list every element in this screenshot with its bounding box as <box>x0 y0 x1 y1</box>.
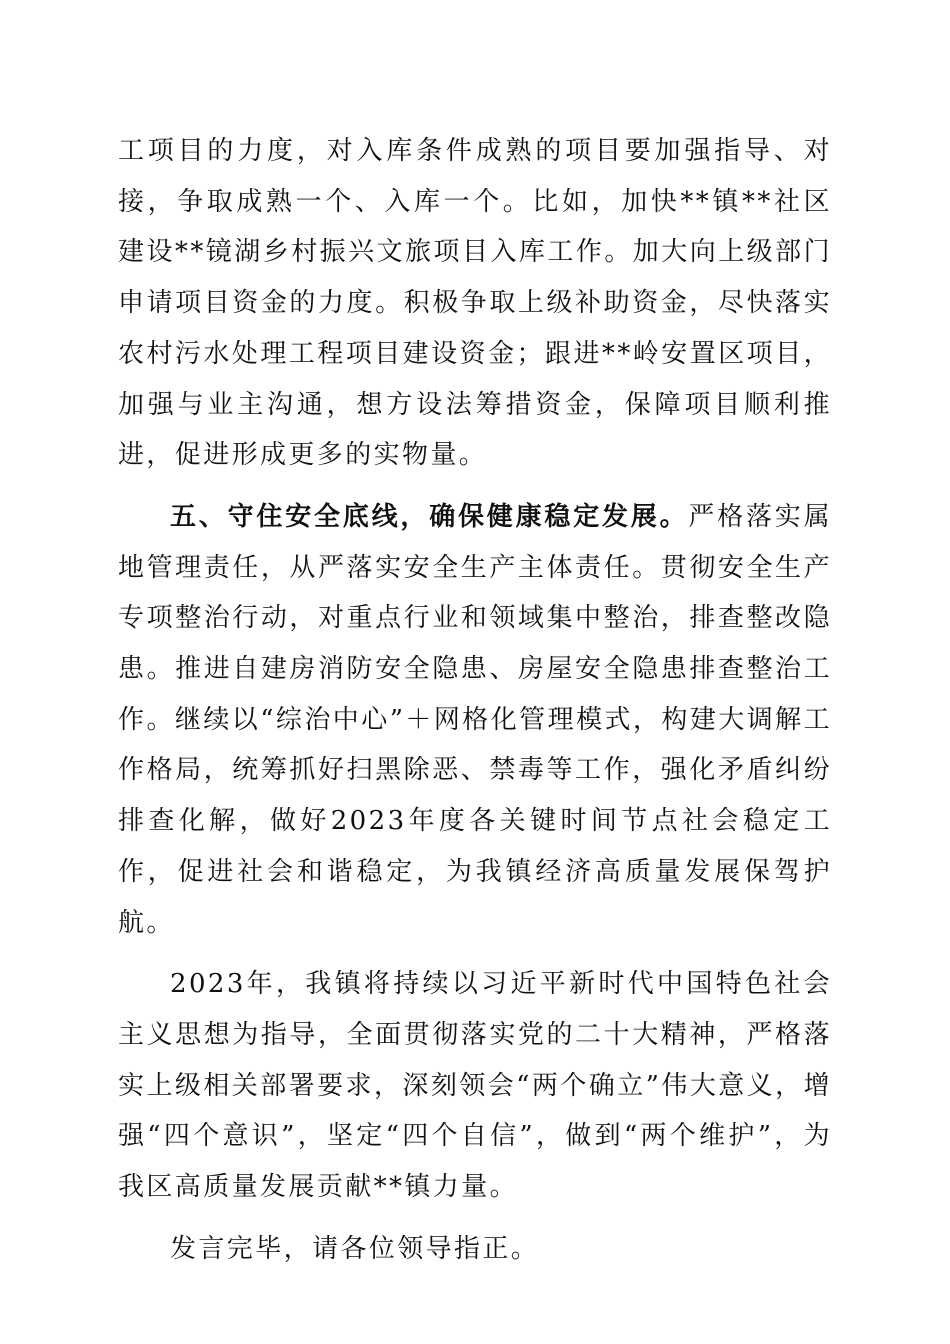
paragraph-2023-outlook: 2023年，我镇将持续以习近平新时代中国特色社会主义思想为指导，全面贯彻落实党的二十大精神，严格落实上级相关部署要求，深刻领会“两个确立”伟大意义，增强“四个意识”，坚定“四个自信”，做到“两个维护”，为我区高质量发展贡献**镇力量。 <box>118 969 832 1203</box>
section-five-body: 严格落实属地管理责任，从严落实安全生产主体责任。贯彻安全生产专项整治行动，对重点行业和领域集中整治，排查整改隐患。推进自建房消防安全隐患、房屋安全隐患排查整治工作。继续以“综治中心”＋网格化管理模式，构建大调解工作格局，统筹抓好扫黑除恶、禁毒等工作，强化矛盾纠纷排查化解，做好2023年度各关键时间节点社会稳定工作，促进社会和谐稳定，为我镇经济高质量发展保驾护航。 <box>118 501 832 938</box>
paragraph-project-funding: 工项目的力度，对入库条件成熟的项目要加强指导、对接，争取成熟一个、入库一个。比如，加快**镇**社区建设**镜湖乡村振兴文旅项目入库工作。加大向上级部门申请项目资金的力度。积极争取上级补助资金，尽快落实农村污水处理工程项目建设资金；跟进**岭安置区项目，加强与业主沟通，想方设法筹措资金，保障项目顺利推进，促进形成更多的实物量。 <box>118 136 832 471</box>
paragraph-safety-bottom-line <box>118 492 832 948</box>
document-body <box>118 126 832 1274</box>
paragraph-closing-remark: 发言完毕，请各位领导指正。 <box>170 1233 540 1264</box>
section-heading-five: 五、守住安全底线，确保健康稳定发展。 <box>170 501 689 532</box>
